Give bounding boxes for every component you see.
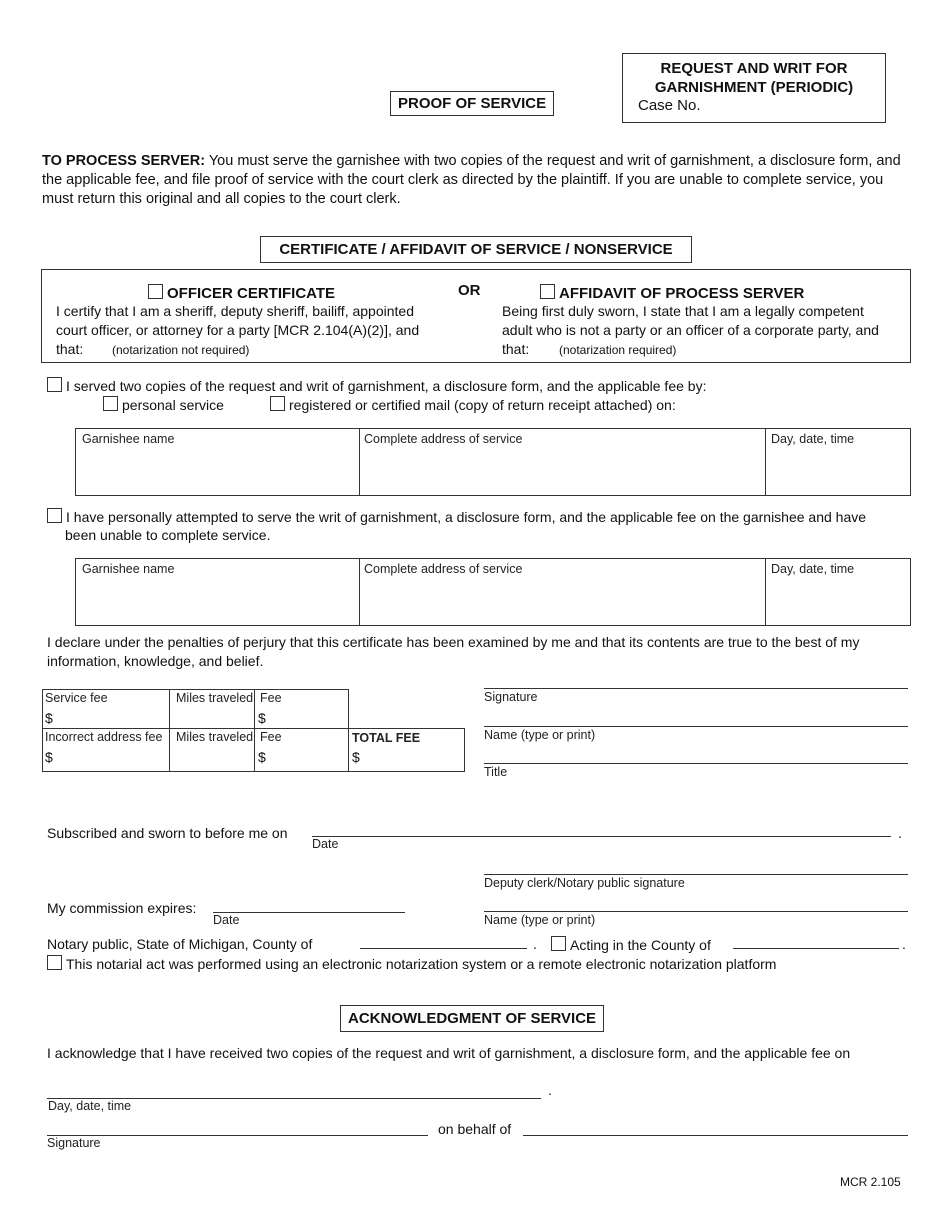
electronic-notarization-checkbox[interactable] (47, 955, 62, 970)
form-title-line2: GARNISHMENT (PERIODIC) (654, 79, 854, 96)
personal-service-option[interactable] (103, 396, 224, 413)
mcr-rule: MCR 2.105 (840, 1175, 901, 1189)
miles-fee-dollar-2[interactable]: $ (258, 749, 266, 765)
served-table (75, 428, 911, 496)
served-checkbox[interactable] (47, 377, 62, 392)
acting-checkbox[interactable] (551, 936, 566, 951)
commission-date-label: Date (213, 913, 240, 927)
subscribed-period: . (898, 825, 902, 841)
served-statement: I served two copies of the request and writ of garnishment, a disclosure form, and the applicable fee by: (66, 378, 707, 394)
served-table-divider-2 (765, 429, 766, 495)
incorrect-address-fee-label: Incorrect address fee (45, 730, 163, 744)
commission-expires-label: My commission expires: (47, 900, 197, 916)
service-fee-label: Service fee (45, 691, 108, 705)
mail-checkbox[interactable] (270, 396, 285, 411)
affidavit-option[interactable] (540, 284, 804, 302)
served-table-divider-1 (359, 429, 360, 495)
clerk-signature-label: Deputy clerk/Notary public signature (484, 876, 685, 890)
incorrect-address-fee-dollar[interactable]: $ (45, 749, 53, 765)
attempted-address-field[interactable]: Complete address of service (364, 562, 523, 576)
or-label: OR (458, 282, 481, 299)
ack-day-date-time-label: Day, date, time (48, 1099, 132, 1113)
on-behalf-of-line[interactable] (523, 1135, 908, 1136)
attempted-table-divider-1 (359, 559, 360, 625)
miles-fee-dollar-1[interactable]: $ (258, 710, 266, 726)
acting-option[interactable] (551, 936, 711, 953)
officer-that: that: (56, 341, 84, 357)
attempted-line2: been unable to complete service. (65, 527, 271, 543)
attempted-table (75, 558, 911, 626)
attempted-day-date-time-field[interactable]: Day, date, time (771, 562, 855, 576)
form-title-box (622, 53, 886, 123)
ack-signature-line[interactable] (47, 1135, 428, 1136)
declaration-line1: I declare under the penalties of perjury that this certificate has been examined by me and that its contents are true to the best of my (47, 634, 860, 650)
attempted-table-divider-2 (765, 559, 766, 625)
commission-date-line[interactable] (213, 912, 405, 913)
name-line[interactable] (484, 726, 908, 727)
served-garnishee-name-field[interactable]: Garnishee name (82, 432, 175, 446)
served-address-field[interactable]: Complete address of service (364, 432, 523, 446)
mail-option[interactable] (270, 396, 676, 413)
subscribed-date-label: Date (312, 837, 339, 851)
officer-certificate-checkbox[interactable] (148, 284, 163, 299)
officer-note: (notarization not required) (112, 343, 250, 357)
officer-line2: court officer, or attorney for a party [MCR 2.104(A)(2)], and (56, 322, 420, 338)
case-no-label: Case No. (638, 97, 701, 114)
title-label: Title (484, 765, 508, 779)
ack-signature-label: Signature (47, 1136, 101, 1150)
name-label: Name (type or print) (484, 728, 596, 742)
officer-line1: I certify that I am a sheriff, deputy sheriff, bailiff, appointed (56, 303, 414, 319)
affidavit-line2: adult who is not a party or an officer of a corporate party, and (502, 322, 879, 338)
electronic-notarization-label: This notarial act was performed using an electronic notarization system or a remote electronic notarization platform (66, 956, 777, 972)
certificate-title: CERTIFICATE / AFFIDAVIT OF SERVICE / NONSERVICE (260, 236, 692, 263)
service-fee-dollar[interactable]: $ (45, 710, 53, 726)
county-period: . (533, 936, 537, 952)
acknowledgment-text: I acknowledge that I have received two copies of the request and writ of garnishment, a disclosure form, and the applicable fee on (47, 1045, 851, 1061)
certificate-options-box (41, 269, 911, 363)
title-line[interactable] (484, 763, 908, 764)
notary-name-line[interactable] (484, 911, 908, 912)
affidavit-checkbox[interactable] (540, 284, 555, 299)
attempted-checkbox[interactable] (47, 508, 62, 523)
subscribed-label: Subscribed and sworn to before me on (47, 825, 288, 841)
declaration-line2: information, knowledge, and belief. (47, 653, 264, 669)
affidavit-title: AFFIDAVIT OF PROCESS SERVER (559, 285, 805, 302)
on-behalf-of-label: on behalf of (438, 1121, 512, 1137)
county-line[interactable] (360, 948, 527, 949)
notary-name-label: Name (type or print) (484, 913, 596, 927)
attempted-garnishee-name-field[interactable]: Garnishee name (82, 562, 175, 576)
miles-fee-label-1: Fee (260, 691, 282, 705)
total-fee-label: TOTAL FEE (352, 731, 421, 745)
acting-county-line[interactable] (733, 948, 899, 949)
instructions-text: You must serve the garnishee with two copies of the request and writ of garnishment, a disclosure form, and the applicable fee, and file proof of service with the court clerk as directed by the plaintiff. If you are unable to complete service, you must return this original and all copies to the court clerk. (42, 153, 901, 207)
state-county-label: Notary public, State of Michigan, County of (47, 936, 313, 952)
clerk-signature-line[interactable] (484, 874, 908, 875)
affidavit-that: that: (502, 341, 530, 357)
attempted-line1: I have personally attempted to serve the writ of garnishment, a disclosure form, and the applicable fee on the garnishee and have (66, 509, 867, 525)
miles-traveled-label-2: Miles traveled (176, 730, 254, 744)
personal-service-checkbox[interactable] (103, 396, 118, 411)
electronic-notarization-option[interactable] (47, 955, 776, 972)
miles-fee-label-2: Fee (260, 730, 282, 744)
signature-line[interactable] (484, 688, 908, 689)
acting-period: . (902, 936, 906, 952)
signature-label: Signature (484, 690, 538, 704)
personal-service-label: personal service (122, 397, 224, 413)
officer-certificate-option[interactable] (148, 284, 335, 302)
ack-day-date-time-period: . (548, 1082, 552, 1098)
acting-label: Acting in the County of (570, 937, 711, 953)
process-server-instructions (42, 152, 912, 209)
proof-of-service-title: PROOF OF SERVICE (390, 91, 554, 116)
served-statement-row[interactable] (47, 377, 706, 394)
miles-traveled-label-1: Miles traveled (176, 691, 254, 705)
subscribed-date-line[interactable] (312, 836, 891, 837)
affidavit-note: (notarization required) (559, 343, 677, 357)
instructions-lead: TO PROCESS SERVER: (42, 153, 206, 169)
fees-table (42, 689, 464, 772)
served-day-date-time-field[interactable]: Day, date, time (771, 432, 855, 446)
total-fee-dollar[interactable]: $ (352, 749, 360, 765)
form-title-line1: REQUEST AND WRIT FOR (660, 60, 848, 77)
officer-certificate-title: OFFICER CERTIFICATE (167, 285, 336, 302)
affidavit-line1: Being first duly sworn, I state that I am a legally competent (502, 303, 864, 319)
attempted-statement-row[interactable] (47, 508, 866, 525)
acknowledgment-title: ACKNOWLEDGMENT OF SERVICE (340, 1005, 604, 1032)
mail-label: registered or certified mail (copy of return receipt attached) on: (289, 397, 676, 413)
